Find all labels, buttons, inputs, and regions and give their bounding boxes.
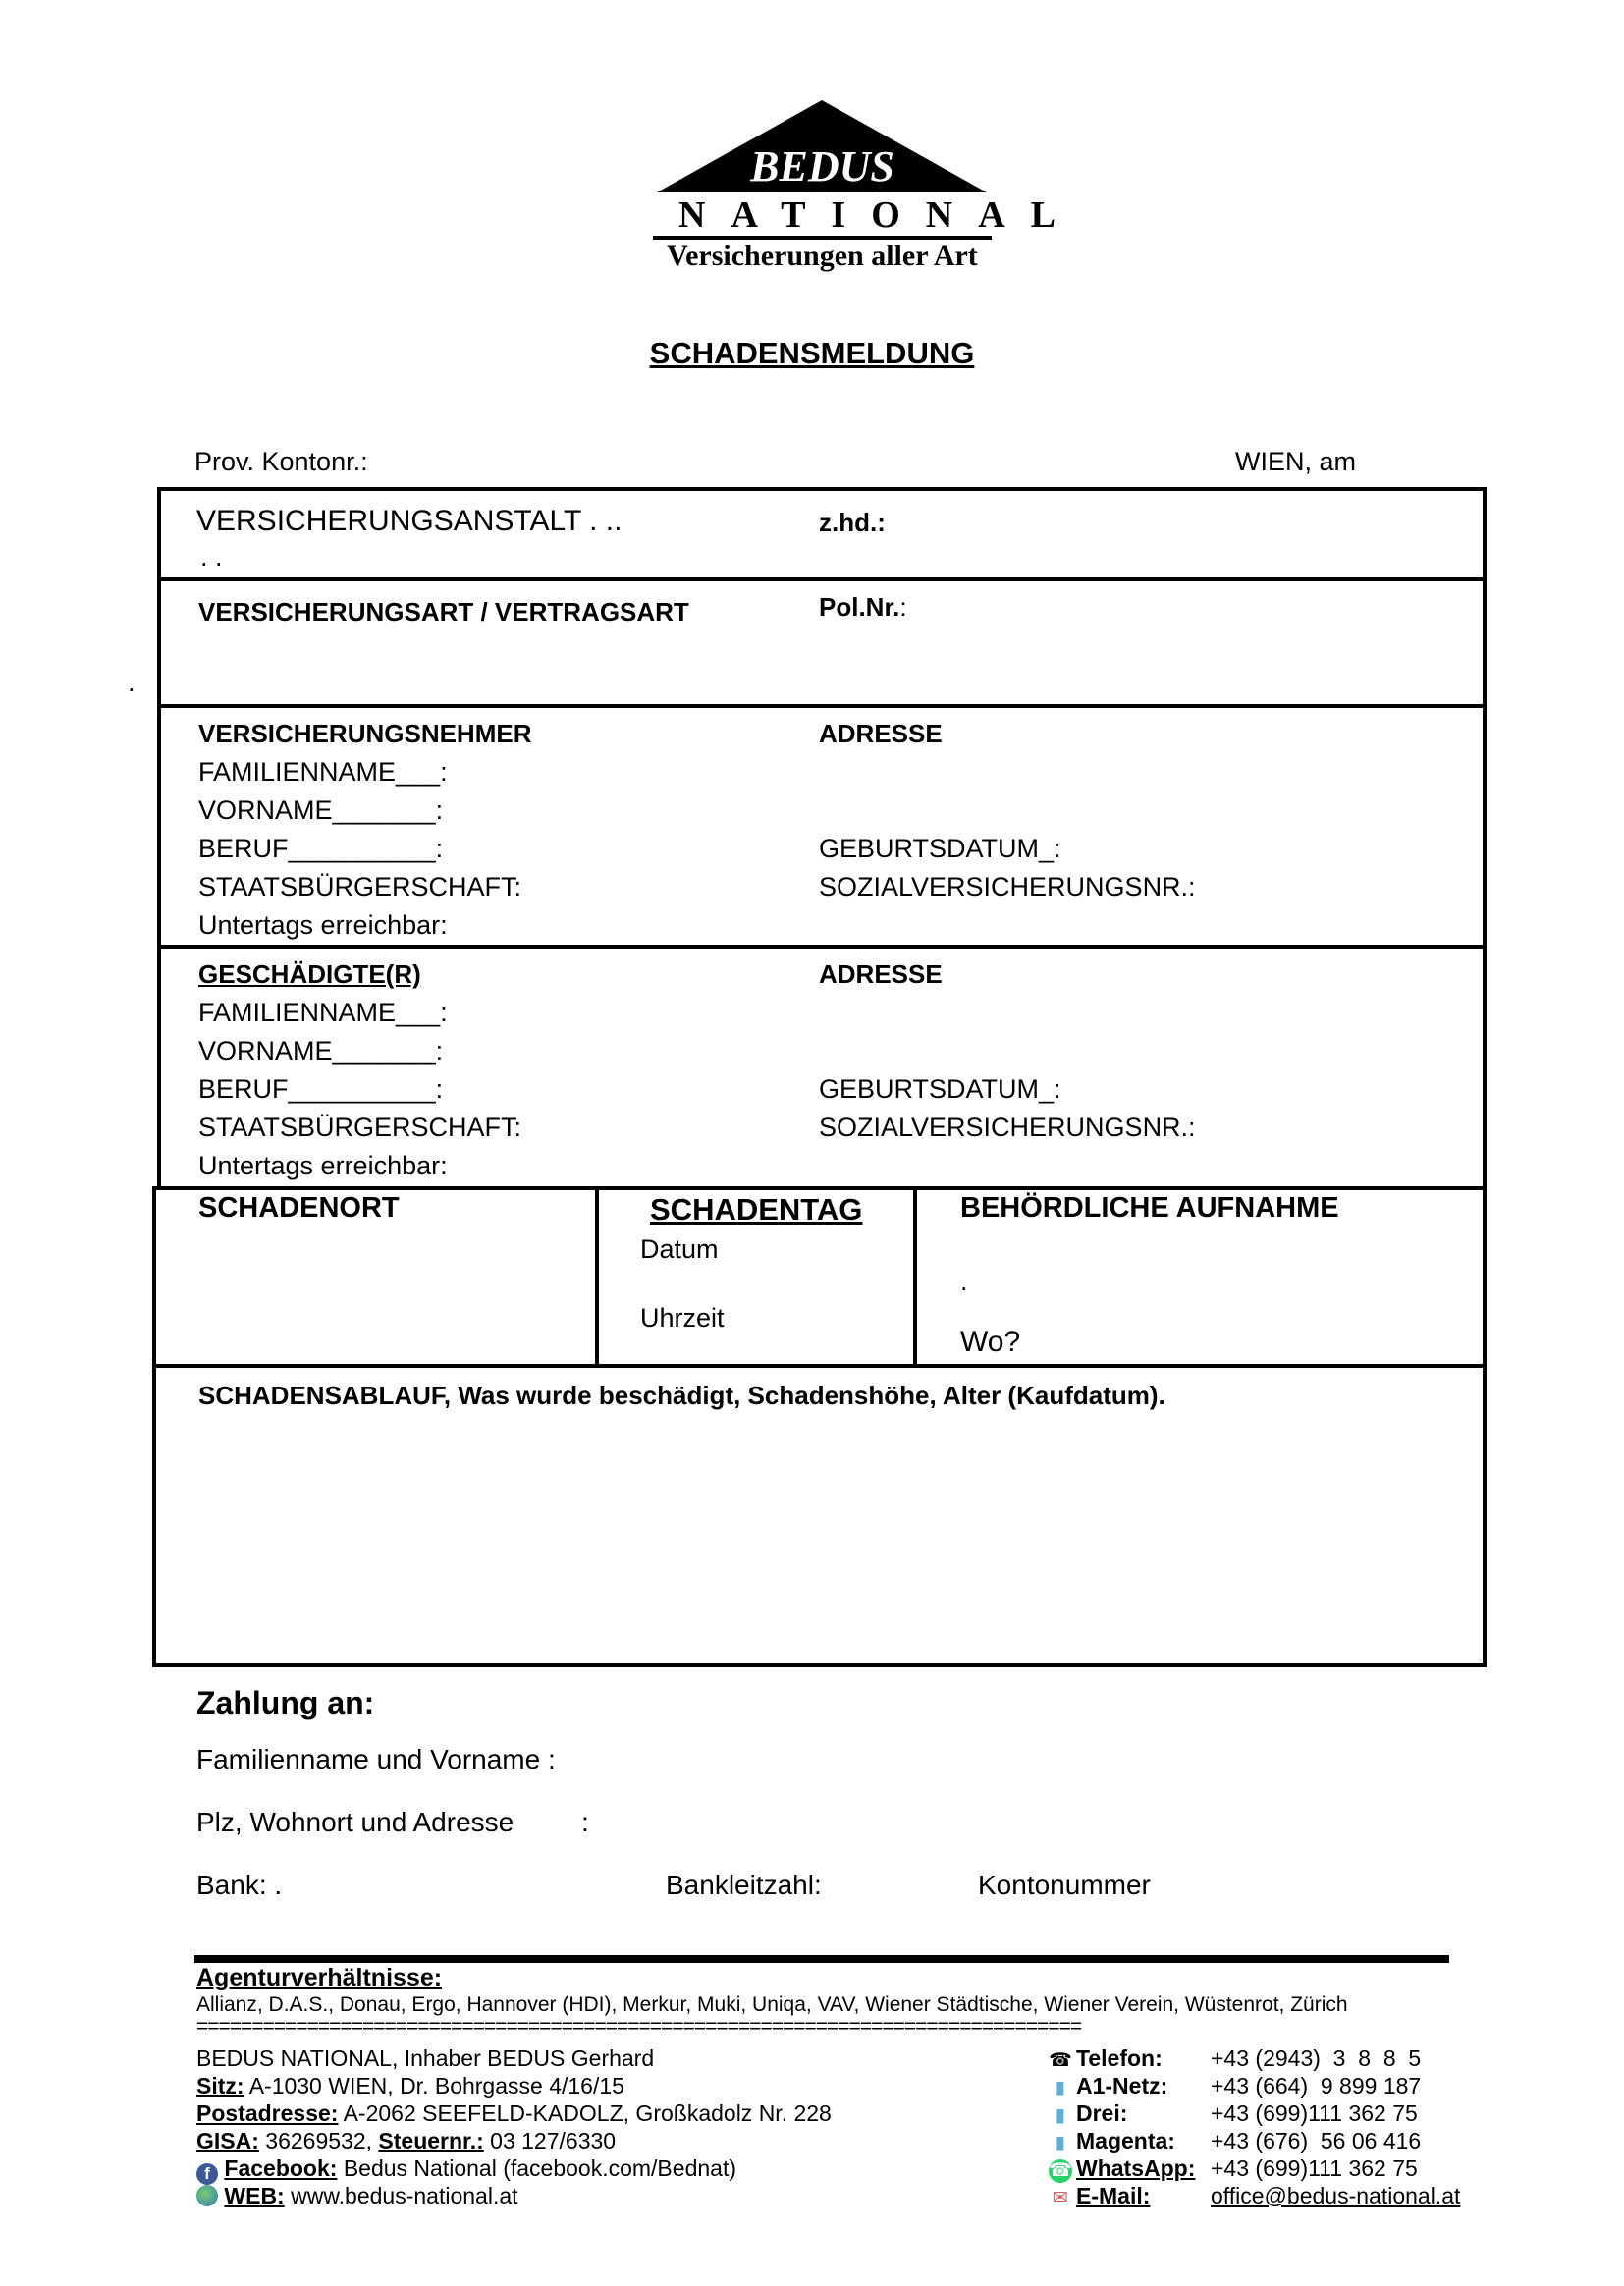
footer-postadresse — [196, 2100, 832, 2127]
stray-dot: . — [128, 668, 135, 697]
schadentag-uhrzeit: Uhrzeit — [640, 1303, 725, 1333]
facebook-value: Bedus National (facebook.com/Bednat) — [343, 2155, 736, 2181]
zahlung-konto-label: Kontonummer — [978, 1870, 1151, 1900]
contact-value: +43 (699)111 362 75 — [1211, 2155, 1418, 2181]
nehmer-adresse-heading: ADRESSE — [819, 719, 943, 748]
contact-row[interactable] — [1049, 2100, 1418, 2128]
footer-sitz — [196, 2073, 624, 2099]
kontonr-label: Prov. Kontonr.: — [194, 447, 368, 476]
contact-value: office@bedus-national.at — [1211, 2183, 1461, 2208]
footer-separator: ================================================================================ — [196, 2015, 1082, 2038]
nehmer-beruf: BERUF__________: — [198, 834, 444, 863]
gisa-label: GISA: — [196, 2128, 259, 2153]
agentur-heading: Agenturverhältnisse: — [196, 1964, 443, 1991]
contact-label: WhatsApp: — [1076, 2155, 1196, 2181]
mobile-icon: ▮ — [1055, 2078, 1066, 2098]
steuernr-value: 03 127/6330 — [490, 2128, 617, 2153]
polnr-label — [819, 592, 907, 623]
steuernr-label: Steuernr.: — [378, 2128, 484, 2153]
email-icon: ✉ — [1053, 2188, 1068, 2208]
sitz-label: Sitz: — [196, 2073, 244, 2098]
schadensablauf-heading: SCHADENSABLAUF, Was wurde beschädigt, Schadenshöhe, Alter (Kaufdatum). — [198, 1381, 1165, 1410]
versicherungsanstalt-dots: . . — [200, 542, 223, 572]
footer-rule — [194, 1955, 1449, 1963]
logo-bedus-text: BEDUS — [750, 142, 894, 190]
versicherungsart-label: VERSICHERUNGSART / VERTRAGSART — [198, 597, 689, 626]
postadresse-label: Postadresse: — [196, 2100, 339, 2126]
contact-label: Magenta: — [1076, 2128, 1175, 2153]
contact-label: Drei: — [1076, 2100, 1128, 2126]
facebook-icon: f — [196, 2163, 218, 2185]
geschaedigte-svnr: SOZIALVERSICHERUNGSNR.: — [819, 1113, 1196, 1142]
footer-gisa — [196, 2128, 616, 2154]
divider-behoerde — [913, 1186, 917, 1368]
versicherungsanstalt-label: VERSICHERUNGSANSTALT . .. — [196, 505, 623, 537]
contact-row[interactable] — [1049, 2045, 1421, 2073]
wien-date-label: WIEN, am — [1235, 447, 1357, 476]
divider-schadentag — [595, 1186, 599, 1368]
zahlung-bank-label: Bank: . — [196, 1870, 283, 1900]
geschaedigte-geburtsdatum: GEBURTSDATUM_: — [819, 1074, 1061, 1104]
schadenort-heading: SCHADENORT — [198, 1192, 400, 1224]
footer-facebook[interactable] — [196, 2155, 736, 2185]
schadentag-heading: SCHADENTAG — [650, 1192, 863, 1226]
page-title: SCHADENSMELDUNG — [649, 336, 975, 370]
web-value: www.bedus-national.at — [291, 2183, 518, 2208]
geschaedigte-beruf: BERUF__________: — [198, 1074, 444, 1104]
zahlung-plz-colon: : — [581, 1807, 589, 1837]
contact-value: +43 (676) 56 06 416 — [1211, 2128, 1422, 2153]
facebook-label: Facebook: — [224, 2155, 338, 2181]
geschaedigte-vorname: VORNAME_______: — [198, 1036, 444, 1065]
nehmer-staatsbuergerschaft: STAATSBÜRGERSCHAFT: — [198, 872, 522, 901]
contact-value: +43 (664) 9 899 187 — [1211, 2073, 1422, 2098]
whatsapp-icon: ☎ — [1049, 2160, 1072, 2181]
geschaedigte-erreichbar: Untertags erreichbar: — [198, 1151, 448, 1180]
postadresse-value: A-2062 SEEFELD-KADOLZ, Großkadolz Nr. 228 — [343, 2100, 832, 2126]
geschaedigte-staatsbuergerschaft: STAATSBÜRGERSCHAFT: — [198, 1113, 522, 1142]
polnr-colon: : — [899, 592, 907, 622]
contact-row[interactable] — [1049, 2128, 1421, 2155]
contact-row[interactable] — [1049, 2183, 1460, 2210]
phone-icon: ☎ — [1049, 2050, 1072, 2071]
contact-label: E-Mail: — [1076, 2183, 1151, 2208]
zahlung-heading: Zahlung an: — [196, 1685, 375, 1720]
logo-national-text: NATIONAL — [653, 194, 992, 240]
polnr-bold: Pol.Nr. — [819, 592, 900, 622]
behoerde-wo: Wo? — [960, 1326, 1021, 1358]
agentur-list: Allianz, D.A.S., Donau, Ergo, Hannover (HDI), Merkur, Muki, Uniqa, VAV, Wiener Städtische, Wiener Verein, Wüstenrot, Zürich — [196, 1993, 1348, 2016]
zahlung-blz-label: Bankleitzahl: — [666, 1870, 822, 1900]
contact-value: +43 (699)111 362 75 — [1211, 2100, 1418, 2126]
footer-web[interactable] — [196, 2183, 518, 2209]
nehmer-erreichbar: Untertags erreichbar: — [198, 910, 448, 940]
versicherungsnehmer-heading: VERSICHERUNGSNEHMER — [198, 719, 532, 748]
zhd-label: z.hd.: — [819, 508, 886, 537]
web-label: WEB: — [224, 2183, 285, 2208]
contact-value: +43 (2943) 3 8 8 5 — [1211, 2045, 1422, 2071]
nehmer-familienname: FAMILIENNAME___: — [198, 757, 448, 787]
footer-owner: BEDUS NATIONAL, Inhaber BEDUS Gerhard — [196, 2045, 655, 2071]
sitz-value: A-1030 WIEN, Dr. Bohrgasse 4/16/15 — [248, 2073, 624, 2098]
zahlung-name-label: Familienname und Vorname : — [196, 1744, 556, 1774]
contact-label: A1-Netz: — [1076, 2073, 1168, 2098]
behoerde-dot: . — [960, 1267, 968, 1296]
geschaedigte-familienname: FAMILIENNAME___: — [198, 998, 448, 1027]
contact-row[interactable] — [1049, 2073, 1421, 2100]
contact-label: Telefon: — [1076, 2045, 1163, 2071]
nehmer-geburtsdatum: GEBURTSDATUM_: — [819, 834, 1061, 863]
nehmer-vorname: VORNAME_______: — [198, 795, 444, 825]
geschaedigte-heading: GESCHÄDIGTE(R) — [198, 959, 421, 989]
contact-row[interactable] — [1049, 2155, 1418, 2183]
globe-icon — [196, 2185, 218, 2206]
bedus-national-logo — [653, 98, 1081, 275]
gisa-value: 36269532, — [265, 2128, 373, 2153]
nehmer-svnr: SOZIALVERSICHERUNGSNR.: — [819, 872, 1196, 901]
behoerdliche-aufnahme-heading: BEHÖRDLICHE AUFNAHME — [960, 1192, 1339, 1224]
schadentag-datum: Datum — [640, 1234, 719, 1264]
zahlung-plz-label: Plz, Wohnort und Adresse — [196, 1807, 514, 1837]
mobile-icon: ▮ — [1055, 2133, 1066, 2153]
geschaedigte-adresse-heading: ADRESSE — [819, 959, 943, 989]
logo-tagline-text: Versicherungen aller Art — [667, 240, 978, 272]
mobile-icon: ▮ — [1055, 2105, 1066, 2126]
